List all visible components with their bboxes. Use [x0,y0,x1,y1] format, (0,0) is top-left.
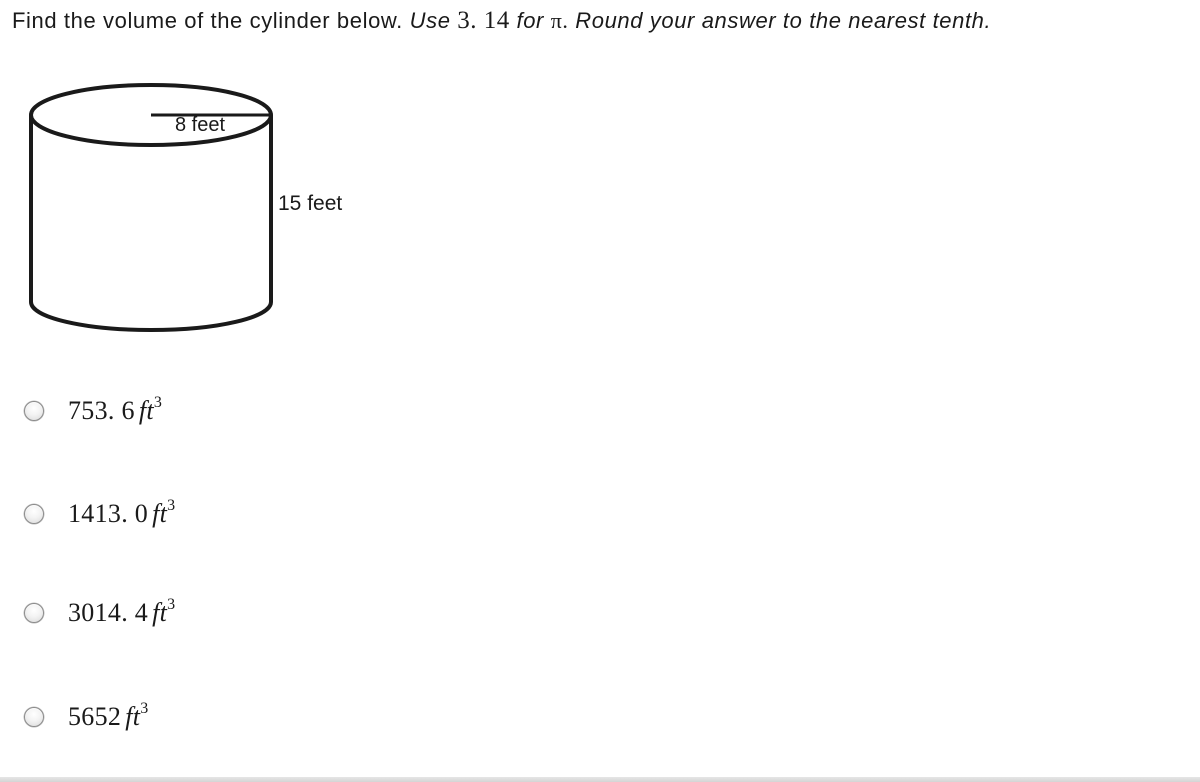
radio-button-2[interactable] [24,504,44,524]
bottom-divider [0,777,1200,782]
answer-option-4-label [68,702,149,732]
height-label: 15 feet [278,192,343,215]
radio-button-4[interactable] [24,707,44,727]
question-text-start: Find the volume of the cylinder below. [12,8,403,33]
pi-value: 3. 14 [457,7,510,34]
answer-option-1-exponent: 3 [153,394,163,411]
pi-symbol: π [550,8,563,33]
cylinder-shape [31,85,271,330]
diameter-label: 8 feet [174,114,226,136]
answer-option-4-exponent: 3 [140,700,149,717]
answer-option-4-unit: ft [125,702,141,731]
question-for-word: for [516,8,544,33]
answer-option-2-label [68,499,175,529]
answer-option-4-value: 5652 [68,702,122,731]
answer-option-2-unit: ft [152,499,168,528]
cylinder-figure [0,0,400,350]
answer-option-1-value: 753. 6 [68,396,135,425]
question-use-word: Use [409,8,451,33]
answer-option-2-value: 1413. 0 [68,499,149,528]
answer-option-1-unit: ft [138,396,154,425]
cylinder-bottom-arc [31,302,271,330]
answer-option-3-exponent: 3 [167,596,176,613]
answer-option-3-label [68,598,175,628]
answer-option-3[interactable] [24,598,175,628]
question-period: . [562,8,569,33]
answer-option-1-label [68,396,162,426]
radio-button-3[interactable] [24,603,44,623]
radio-button-1[interactable] [24,401,44,421]
answer-option-3-unit: ft [152,598,168,627]
question-text-end: Round your answer to the nearest tenth. [575,8,992,33]
answer-option-2[interactable] [24,499,175,529]
answer-option-4[interactable] [24,702,149,732]
answer-option-1[interactable] [24,396,162,426]
answer-option-3-value: 3014. 4 [68,598,149,627]
answer-option-2-exponent: 3 [167,497,176,514]
